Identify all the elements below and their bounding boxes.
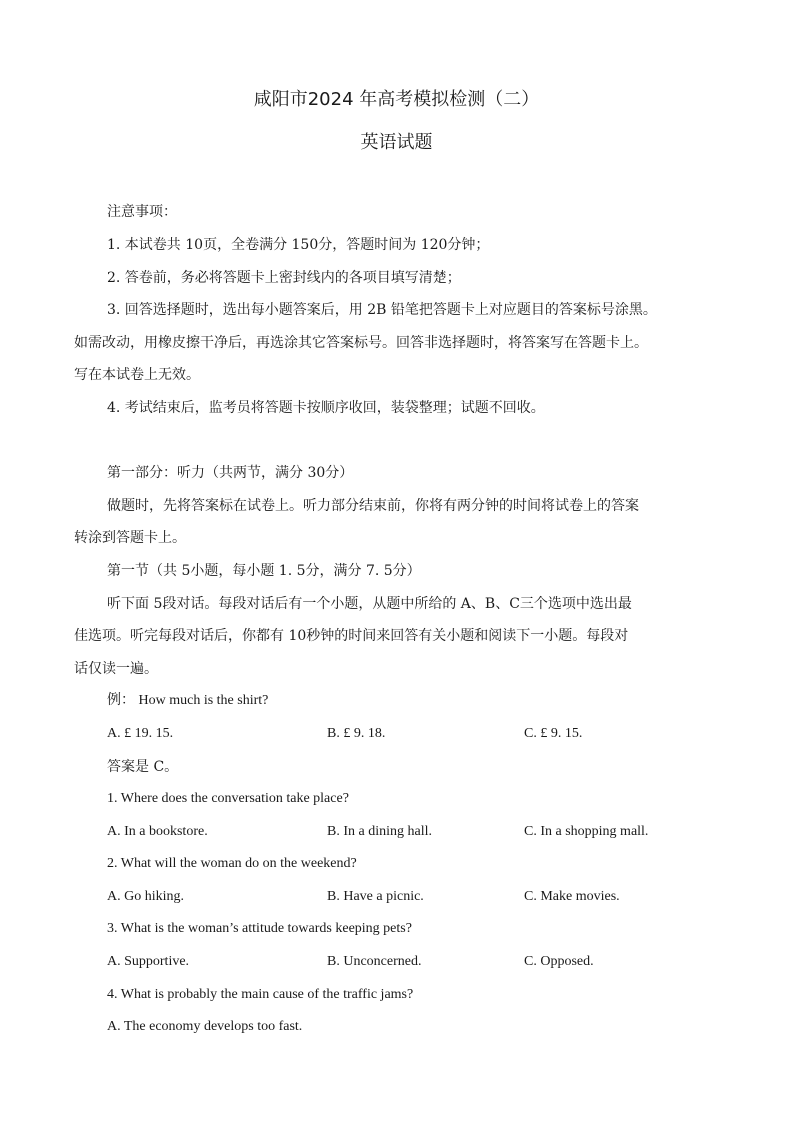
question-1-option-b: B. In a dining hall.: [327, 824, 432, 839]
part1-heading: 第一部分：听力（共两节，满分 30分）: [107, 465, 354, 481]
question-2-option-c: C. Make movies.: [524, 889, 620, 904]
section1-heading: 第一节（共 5小题，每小题 1. 5分，满分 7. 5分）: [107, 563, 421, 579]
question-3-option-b: B. Unconcerned.: [327, 954, 422, 969]
question-3-option-a: A. Supportive.: [107, 954, 190, 969]
question-1-option-a: A. In a bookstore.: [107, 824, 208, 839]
part1-intro-line-1: 做题时，先将答案标在试卷上。听力部分结束前，你将有两分钟的时间将试卷上的答案: [107, 498, 639, 514]
notice-item-4: 4. 考试结束后，监考员将答题卡按顺序收回，装袋整理；试题不回收。: [107, 400, 545, 416]
section1-instructions-line-3: 话仅读一遍。: [74, 661, 158, 677]
example-option-c: C. £ 9. 15.: [524, 726, 583, 741]
notice-item-3-line-1: 3. 回答选择题时，选出每小题答案后，用 2B 铅笔把答题卡上对应题目的答案标号涂黑。: [107, 302, 657, 318]
example-option-a: A. £ 19. 15.: [107, 726, 174, 741]
exam-subject: 英语试题: [360, 132, 433, 153]
section1-instructions-line-1: 听下面 5段对话。每段对话后有一个小题，从题中所给的 A、B、C三个选项中选出最: [107, 596, 632, 612]
question-4-option-a: A. The economy develops too fast.: [107, 1019, 303, 1034]
part1-intro-line-2: 转涂到答题卡上。: [74, 530, 186, 546]
section1-instructions-line-2: 佳选项。听完每段对话后，你都有 10秒钟的时间来回答有关小题和阅读下一小题。每段对: [74, 628, 629, 644]
notice-item-2: 2. 答卷前，务必将答题卡上密封线内的各项目填写清楚；: [107, 270, 461, 286]
question-1-option-c: C. In a shopping mall.: [524, 824, 649, 839]
question-4: 4. What is probably the main cause of the traffic jams?: [107, 987, 414, 1002]
notice-item-1: 1. 本试卷共 10页，全卷满分 150分，答题时间为 120分钟；: [107, 237, 490, 253]
question-2-option-b: B. Have a picnic.: [327, 889, 424, 904]
exam-title: 咸阳市2024 年高考模拟检测（二）: [253, 89, 540, 110]
question-2: 2. What will the woman do on the weekend?: [107, 856, 357, 871]
notice-item-3-line-2: 如需改动，用橡皮擦干净后，再选涂其它答案标号。回答非选择题时，将答案写在答题卡上。: [74, 335, 648, 351]
question-3: 3. What is the woman’s attitude towards keeping pets?: [107, 921, 412, 936]
question-3-option-c: C. Opposed.: [524, 954, 594, 969]
question-2-option-a: A. Go hiking.: [107, 889, 184, 904]
notice-item-3-line-3: 写在本试卷上无效。: [74, 367, 200, 383]
question-1: 1. Where does the conversation take place?: [107, 791, 349, 806]
notice-heading: 注意事项：: [107, 204, 177, 220]
example-answer: 答案是 C。: [107, 759, 179, 775]
example-question: 例： How much is the shirt?: [107, 693, 269, 708]
example-option-b: B. £ 9. 18.: [327, 726, 386, 741]
